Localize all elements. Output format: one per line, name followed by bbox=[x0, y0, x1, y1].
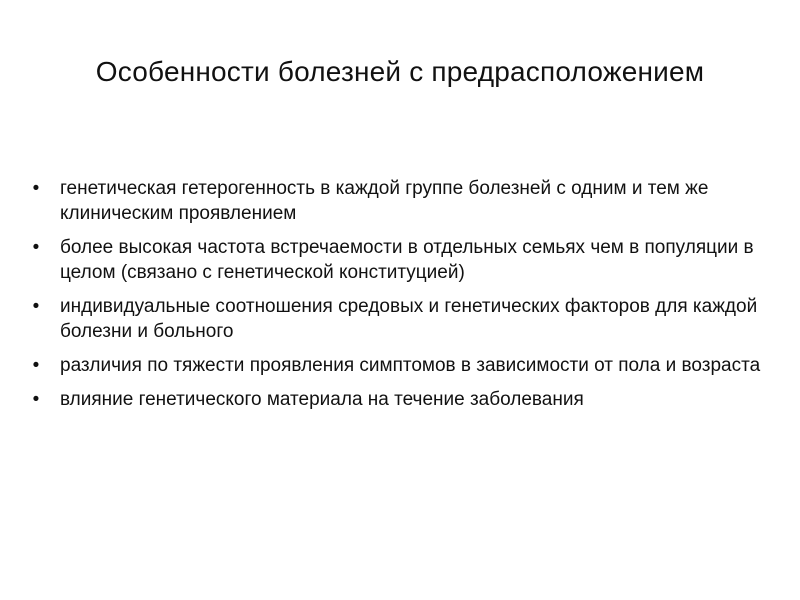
bullet-list bbox=[28, 176, 792, 421]
slide-title: Особенности болезней с предрасположением bbox=[95, 56, 705, 87]
list-item bbox=[28, 387, 792, 412]
list-item-text: различия по тяжести проявления симптомов в зависимости от пола и возраста bbox=[60, 355, 761, 376]
list-item bbox=[28, 176, 792, 226]
list-item bbox=[28, 235, 792, 285]
list-item bbox=[28, 353, 792, 378]
bullet-icon: • bbox=[32, 237, 40, 258]
bullet-icon: • bbox=[32, 355, 40, 376]
bullet-icon: • bbox=[32, 178, 40, 199]
list-item-text: индивидуальные соотношения средовых и генетических факторов для каждой болезни и больного bbox=[60, 296, 758, 342]
bullet-icon: • bbox=[32, 389, 40, 410]
list-item bbox=[28, 294, 792, 344]
list-item-text: влияние генетического материала на течение заболевания bbox=[60, 389, 584, 410]
bullet-icon: • bbox=[32, 296, 40, 317]
list-item-text: генетическая гетерогенность в каждой группе болезней с одним и тем же клиническим проявлением bbox=[60, 178, 709, 224]
list-item-text: более высокая частота встречаемости в отдельных семьях чем в популяции в целом (связано с генетической конституцией) bbox=[60, 237, 754, 283]
